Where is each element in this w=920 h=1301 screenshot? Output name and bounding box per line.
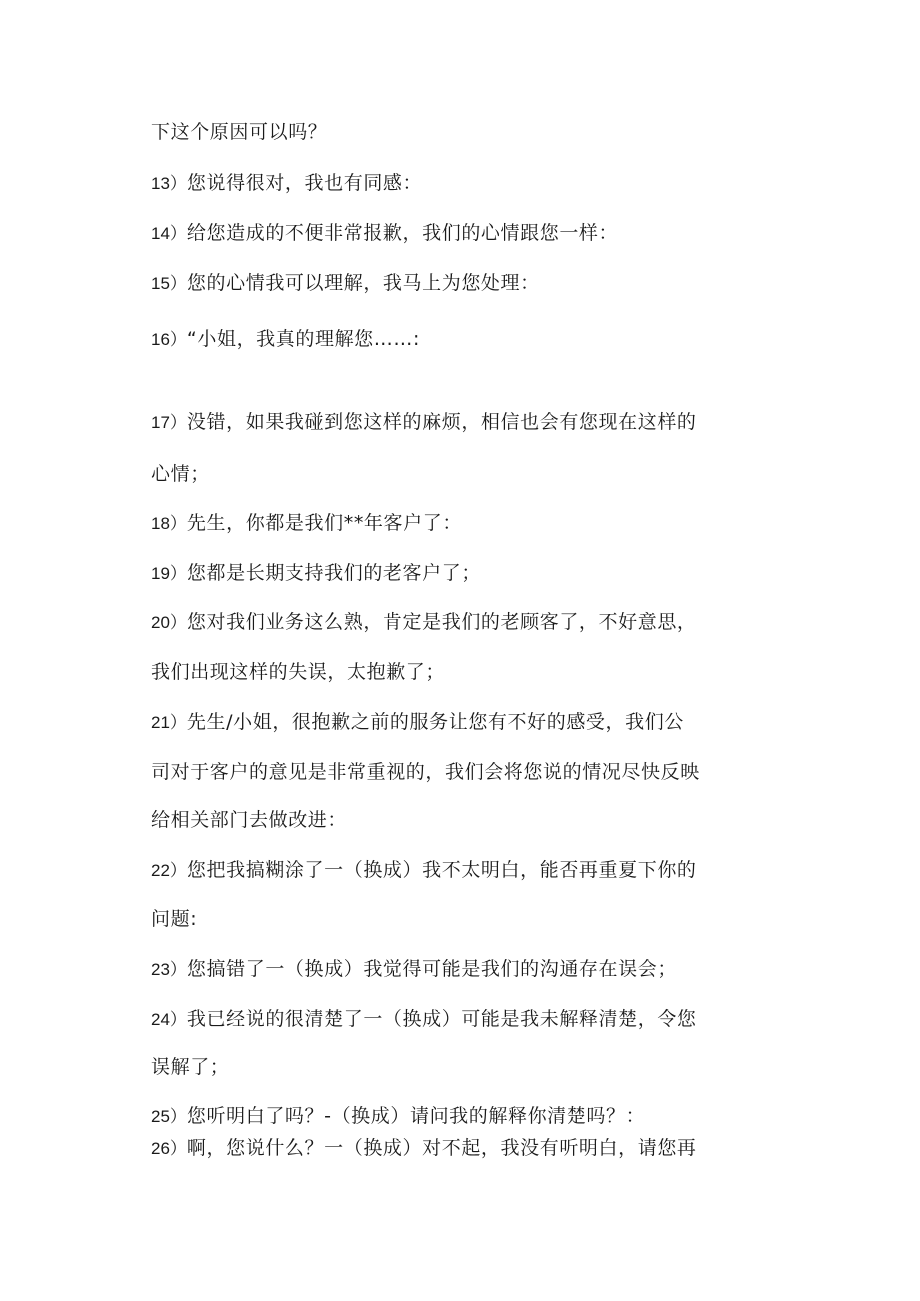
line-text: 啊，您说什么？一（换成）对不起，我没有听明白，请您再 [186,1137,697,1159]
line-text: 您对我们业务这么熟，肯定是我们的老顾客了，不好意思， [186,611,697,633]
text-line [151,461,771,488]
item-number: 20） [151,613,187,632]
line-text: 先生，你都是我们**年客户了： [186,512,462,534]
line-text: 司对于客户的意见是非常重视的，我们会将您说的情况尽快反映 [151,761,700,783]
line-text: 给您造成的不便非常报歉，我们的心情跟您一样： [186,222,619,244]
text-line [151,560,771,587]
text-line [151,170,771,197]
item-number: 23） [151,960,187,979]
item-number: 17） [151,413,187,432]
text-line [151,906,771,933]
text-line [151,807,771,834]
item-number: 14） [151,224,187,243]
item-number: 26） [151,1139,187,1158]
line-text: 给相关部门去做改进： [151,809,348,831]
item-number: 15） [151,274,187,293]
text-line [151,326,771,353]
line-text: 我们出现这样的失误，太抱歉了； [151,661,446,683]
line-text: 问题: [151,908,198,930]
line-text: 误解了； [151,1056,230,1078]
text-line [151,270,771,297]
text-line [151,119,771,146]
line-text: 心情； [151,463,210,485]
text-line [151,409,771,436]
line-text: 我已经说的很清楚了一（换成）可能是我未解释清楚，令您 [186,1008,697,1030]
item-number: 18） [151,514,187,533]
item-number: 19） [151,564,187,583]
line-text: “小姐，我真的理解您……: [186,328,420,350]
text-line [151,220,771,247]
line-text: 您都是长期支持我们的老客户了； [186,562,481,584]
item-number: 25） [151,1107,187,1126]
line-text: 您搞错了一（换成）我觉得可能是我们的沟通存在误会； [186,958,677,980]
text-line [151,1006,771,1033]
item-number: 21） [151,713,187,732]
text-line [151,857,771,884]
line-text: 先生/小姐，很抱歉之前的服务让您有不好的感受，我们公 [186,711,684,733]
text-line [151,1054,771,1081]
line-text: 您说得很对，我也有同感： [186,172,423,194]
line-text: 没错，如果我碰到您这样的麻烦，相信也会有您现在这样的 [186,411,697,433]
line-text: 您把我搞糊涂了一（换成）我不太明白，能否再重夏下你的 [186,859,697,881]
text-line [151,956,771,983]
text-line [151,1103,771,1130]
text-line [151,609,771,636]
text-line [151,709,771,736]
text-line [151,659,771,686]
line-text: 下这个原因可以吗？ [151,121,328,143]
line-text: 您听明白了吗？-（换成）请问我的解释你清楚吗？： [186,1105,646,1127]
item-number: 22） [151,861,187,880]
item-number: 24） [151,1010,187,1029]
item-number: 13） [151,174,187,193]
line-text: 您的心情我可以理解，我马上为您处理： [186,272,540,294]
item-number: 16） [151,330,187,349]
text-line [151,1135,771,1162]
text-line [151,510,771,537]
text-line [151,759,771,786]
